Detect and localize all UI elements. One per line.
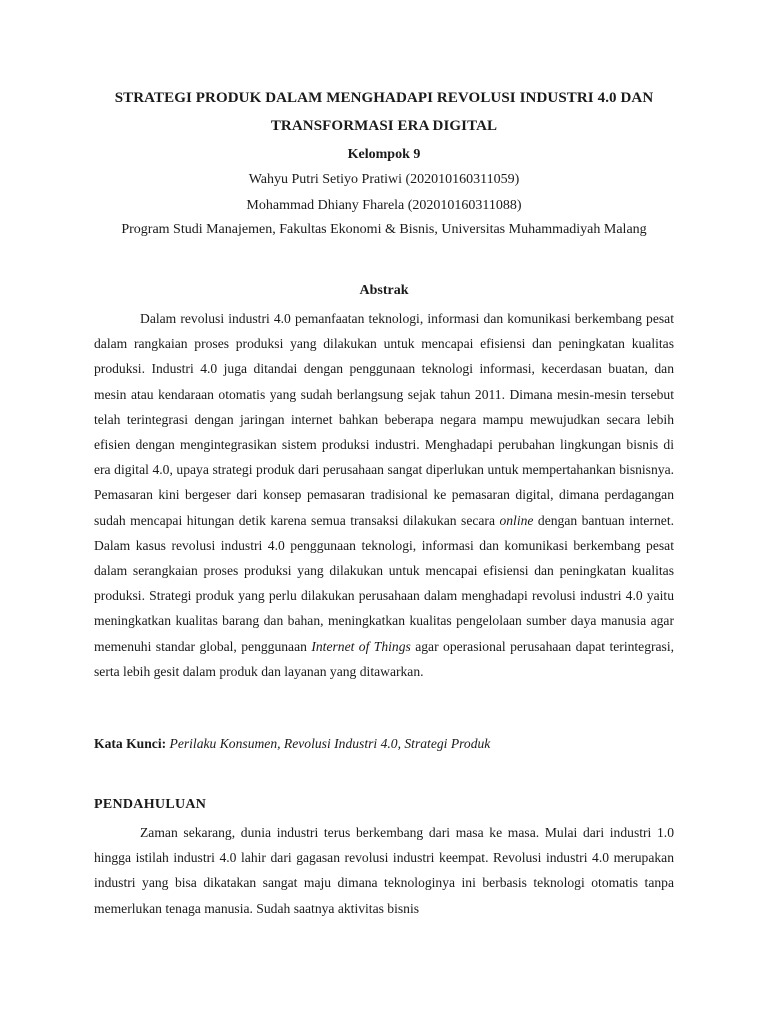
section-heading-introduction: PENDAHULUAN (94, 797, 207, 812)
keywords-label: Kata Kunci: (94, 736, 167, 751)
abstract-text-1: Dalam revolusi industri 4.0 pemanfaatan teknologi, informasi dan komunikasi berkembang pesat dalam rangkaian proses produksi yang dilakukan untuk mencapai efisiensi dan peningkatan kualitas produksi. Industri 4.0 juga ditandai dengan penggunaan teknologi informasi, kecerdasan buatan, dan mesin atau kendaraan otomatis yang sudah berlangsung sejak tahun 2011. Dimana mesin-mesin tersebut telah terintegrasi dengan jaringan internet bahkan beberapa negara mampu mewujudkan secara lebih efisien dengan mengintegrasikan sistem produksi industri. Menghadapi perubahan lingkungan bisnis di era digital 4.0, upaya strategi produk dari perusahaan sangat diperlukan untuk mempertahankan bisnisnya. Pemasaran kini bergeser dari konsep pemasaran tradisional ke pemasaran digital, dimana perdagangan sudah mencapai hitungan detik karena semua transaksi dilakukan secara (94, 311, 674, 528)
introduction-body: Zaman sekarang, dunia industri terus berkembang dari masa ke masa. Mulai dari industri 1.0 hingga istilah industri 4.0 lahir dari gagasan revolusi industri keempat. Revolusi industri 4.0 merupakan industri yang bisa dikatakan sangat maju dimana teknologinya ini berbasis teknologi otomatis tanpa memerlukan tenaga manusia. Sudah saatnya aktivitas bisnis (94, 825, 674, 916)
keywords-line (94, 736, 490, 752)
abstract-text-2: dengan bantuan internet. Dalam kasus revolusi industri 4.0 penggunaan teknologi, informasi dan komunikasi berkembang pesat dalam serangkaian proses produksi yang dilakukan untuk mencapai efisiensi dan peningkatan kualitas produksi. Strategi produk yang perlu dilakukan perusahaan dalam menghadapi revolusi industri 4.0 yaitu meningkatkan kualitas barang dan bahan, meningkatkan kualitas pengelolaan sumber daya manusia agar memenuhi standar global, penggunaan (94, 512, 674, 654)
abstract-emphasis-online: online (499, 512, 534, 528)
keywords-value: Perilaku Konsumen, Revolusi Industri 4.0, Strategi Produk (169, 736, 491, 751)
abstract-body (94, 306, 674, 684)
affiliation: Program Studi Manajemen, Fakultas Ekonomi & Bisnis, Universitas Muhammadiyah Malang (121, 222, 647, 237)
abstract-heading: Abstrak (359, 283, 409, 298)
author-1: Wahyu Putri Setiyo Pratiwi (202010160311059) (248, 172, 520, 187)
author-2: Mohammad Dhiany Fharela (202010160311088) (246, 198, 522, 213)
paper-title: STRATEGI PRODUK DALAM MENGHADAPI REVOLUSI INDUSTRI 4.0 DAN TRANSFORMASI ERA DIGITAL (114, 90, 654, 134)
group-name: Kelompok 9 (347, 147, 421, 162)
abstract-emphasis-iot: Internet of Things (311, 638, 411, 654)
abstract-text-3: agar operasional perusahaan dapat terintegrasi, serta lebih gesit dalam produk dan layanan yang ditawarkan. (94, 638, 675, 679)
